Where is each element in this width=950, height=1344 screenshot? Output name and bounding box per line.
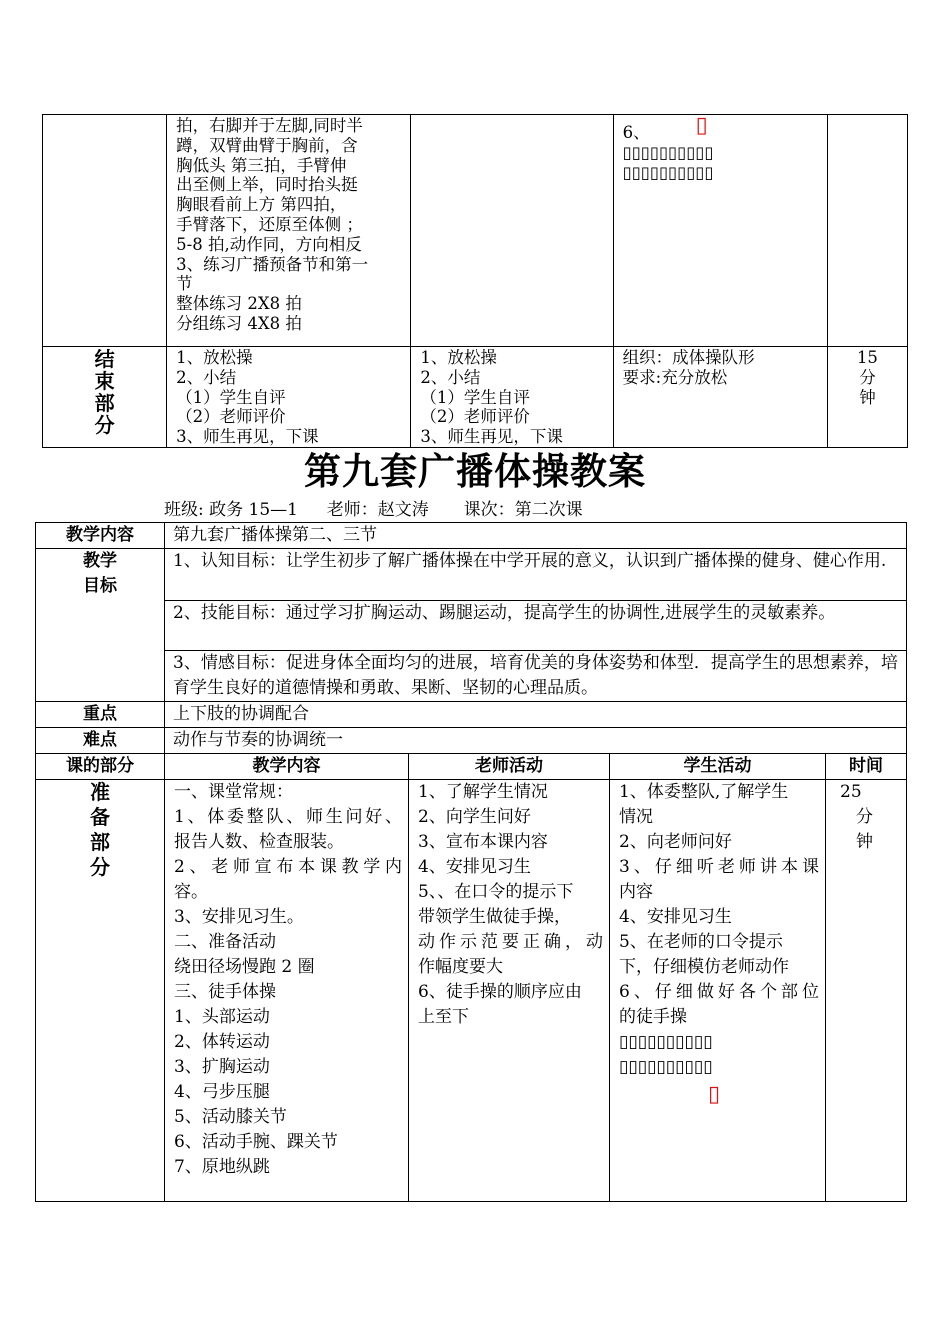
teacher-line: 3、师生再见，下课 xyxy=(420,427,563,447)
section-char: 结 xyxy=(94,347,115,371)
continued-teacher-cell xyxy=(411,115,613,347)
content-line: 5-8 拍,动作同，方向相反 xyxy=(176,234,362,254)
key-point-row xyxy=(36,702,907,728)
section-char: 部 xyxy=(94,391,115,415)
section-char: 分 xyxy=(90,855,110,879)
content-line: （2）老师评价 xyxy=(176,407,286,427)
missing-glyph-line: ▯▯▯▯▯▯▯▯▯▯ xyxy=(622,162,714,182)
objective-label-line: 教学 xyxy=(83,551,117,571)
student-line: 5、在老师的口令提示 xyxy=(619,932,783,952)
student-line: 的徒手操 xyxy=(619,1007,687,1027)
teacher-line: 5、、在口令的提示下 xyxy=(418,882,574,902)
col-header-student: 学生活动 xyxy=(610,754,826,780)
difficulty-label: 难点 xyxy=(36,728,165,754)
student-line: 内容 xyxy=(619,882,653,902)
teacher-line: 2、向学生问好 xyxy=(418,807,531,827)
lesson-plan-table xyxy=(35,522,907,1202)
prep-section-row xyxy=(36,780,907,1202)
content-line: 3、练习广播预备节和第一 xyxy=(176,254,369,274)
difficulty-value: 动作与节奏的协调统一 xyxy=(165,728,907,754)
missing-glyph-line: ▯▯▯▯▯▯▯▯▯▯ xyxy=(619,1032,713,1052)
teacher-line: 1、放松操 xyxy=(420,348,497,367)
objective-cognitive: 1、认知目标：让学生初步了解广播体操在中学开展的意义，认识到广播体操的健身、健心作用. xyxy=(165,549,907,601)
student-line: 4、安排见习生 xyxy=(619,907,732,927)
continued-basic-row xyxy=(43,115,908,347)
content-line: 1、放松操 xyxy=(176,348,253,367)
content-line: 手臂落下，还原至体侧 ； xyxy=(176,214,363,234)
student-line: 要求:充分放松 xyxy=(622,367,728,387)
student-line: 组织：成体操队形 xyxy=(622,348,755,367)
section-char: 备 xyxy=(90,805,110,829)
content-line: 胸眼看前上方 第四拍， xyxy=(176,195,347,215)
content-line: （1）学生自评 xyxy=(176,387,286,407)
content-line: 5、活动膝关节 xyxy=(174,1107,287,1127)
end-time-cell xyxy=(827,347,907,448)
time-unit: 钟 xyxy=(856,832,873,852)
teacher-line: 动作示范要正确，动 xyxy=(418,932,603,952)
time-value: 25 xyxy=(840,782,862,802)
content-line: 一、课堂常规： xyxy=(174,782,293,802)
page-title: 第九套广播体操教案 xyxy=(304,450,646,493)
student-line: 2、向老师问好 xyxy=(619,832,732,852)
time-value: 15 xyxy=(856,348,878,367)
col-header-part: 课的部分 xyxy=(36,754,165,780)
content-line: 2、体转运动 xyxy=(174,1032,270,1052)
content-line: 节 xyxy=(176,274,193,294)
content-line: 3、师生再见，下课 xyxy=(176,427,319,447)
prep-content-cell xyxy=(165,780,409,1202)
prep-time-cell xyxy=(826,780,907,1202)
missing-glyph-line: ▯▯▯▯▯▯▯▯▯▯ xyxy=(622,142,714,162)
class-info: 班级: 政务 15—1 xyxy=(164,500,298,520)
content-line: 7、原地纵跳 xyxy=(174,1157,270,1177)
key-point-value: 上下肢的协调配合 xyxy=(165,702,907,728)
teacher-line: 带领学生做徒手操， xyxy=(418,907,571,927)
objective-label xyxy=(36,549,165,702)
content-line: 容。 xyxy=(174,882,208,902)
continued-part-cell xyxy=(43,115,167,347)
student-line: 6、 xyxy=(622,123,650,142)
teacher-line: （1）学生自评 xyxy=(420,387,530,407)
time-unit: 钟 xyxy=(859,387,876,407)
col-header-content: 教学内容 xyxy=(165,754,409,780)
student-line: 3、仔细听老师讲本课 xyxy=(619,857,819,877)
end-section-row xyxy=(43,347,908,448)
lesson-info: 课次：第二次课 xyxy=(463,500,583,520)
content-line: 绕田径场慢跑 2 圈 xyxy=(174,957,315,977)
objective-skill: 2、技能目标：通过学习扩胸运动、踢腿运动，提高学生的协调性,进展学生的灵敏素养。 xyxy=(165,601,907,651)
objective-affective: 3、情感目标：促进身体全面均匀的进展，培育优美的身体姿势和体型．提高学生的思想素养，培育学生良好的道德情操和勇敢、果断、坚韧的心理品质。 xyxy=(165,651,907,702)
content-label: 教学内容 xyxy=(36,523,165,549)
end-student-cell xyxy=(613,347,827,448)
missing-glyph-line: ▯▯▯▯▯▯▯▯▯▯ xyxy=(619,1057,713,1077)
difficulty-row xyxy=(36,728,907,754)
end-teacher-cell xyxy=(411,347,613,448)
prep-student-cell xyxy=(610,780,826,1202)
content-line: 分组练习 4X8 拍 xyxy=(176,313,302,333)
content-line: 6、活动手腕、踝关节 xyxy=(174,1132,338,1152)
objective-row-3 xyxy=(36,651,907,702)
col-header-time: 时间 xyxy=(826,754,907,780)
content-line: 出至侧上举，同时抬头挺 xyxy=(176,175,358,195)
prep-teacher-cell xyxy=(409,780,610,1202)
teacher-line: 上至下 xyxy=(418,1007,469,1027)
time-unit: 分 xyxy=(856,807,873,827)
content-line: 3、安排见习生。 xyxy=(174,907,304,927)
prep-section-label xyxy=(36,780,165,1202)
column-header-row xyxy=(36,754,907,780)
content-line: 蹲，双臂曲臂于胸前，含 xyxy=(176,135,358,155)
lesson-meta xyxy=(164,498,583,522)
student-line: 6、仔细做好各个部位 xyxy=(619,982,819,1002)
continued-content-cell xyxy=(167,115,411,347)
content-line: 4、弓步压腿 xyxy=(174,1082,270,1102)
red-missing-glyph-icon: ▯ xyxy=(708,1082,721,1107)
end-section-label xyxy=(43,347,167,448)
content-line: 1、体委整队、师生问好、 xyxy=(174,807,402,827)
content-line: 2、老师宣布本课教学内 xyxy=(174,857,402,877)
teacher-line: 3、宣布本课内容 xyxy=(418,832,548,852)
teacher-line: 1、了解学生情况 xyxy=(418,782,548,802)
end-content-cell xyxy=(167,347,411,448)
content-row xyxy=(36,523,907,549)
student-line: 1、体委整队,了解学生 xyxy=(619,782,789,802)
section-char: 部 xyxy=(90,830,110,854)
teacher-line: （2）老师评价 xyxy=(420,407,530,427)
objective-label-line: 目标 xyxy=(83,576,117,596)
student-line: 情况 xyxy=(619,807,653,827)
content-line: 报告人数、检查服装。 xyxy=(174,832,344,852)
teacher-line: 2、小结 xyxy=(420,367,481,387)
continued-time-cell xyxy=(827,115,907,347)
section-char: 分 xyxy=(94,413,115,437)
key-point-label: 重点 xyxy=(36,702,165,728)
content-line: 3、扩胸运动 xyxy=(174,1057,270,1077)
continued-lesson-table xyxy=(42,114,908,448)
teacher-line: 作幅度要大 xyxy=(418,957,503,977)
content-value: 第九套广播体操第二、三节 xyxy=(165,523,907,549)
section-char: 束 xyxy=(94,369,115,393)
content-line: 1、头部运动 xyxy=(174,1007,270,1027)
continued-student-cell xyxy=(613,115,827,347)
teacher-info: 老师：赵文涛 xyxy=(326,500,429,520)
objective-row-2 xyxy=(36,601,907,651)
col-header-teacher: 老师活动 xyxy=(409,754,610,780)
red-missing-glyph-icon: ▯ xyxy=(695,113,708,138)
content-line: 三、徒手体操 xyxy=(174,982,276,1002)
section-char: 准 xyxy=(90,780,110,804)
content-line: 二、准备活动 xyxy=(174,932,276,952)
content-line: 胸低头 第三拍，手臂伸 xyxy=(176,155,347,175)
objective-row-1 xyxy=(36,549,907,601)
time-unit: 分 xyxy=(859,367,876,387)
content-line: 2、小结 xyxy=(176,367,237,387)
student-line: 下，仔细模仿老师动作 xyxy=(619,957,789,977)
content-line: 拍，右脚并于左脚,同时半 xyxy=(176,116,363,135)
teacher-line: 4、安排见习生 xyxy=(418,857,531,877)
teacher-line: 6、徒手操的顺序应由 xyxy=(418,982,582,1002)
content-line: 整体练习 2X8 拍 xyxy=(176,294,302,314)
